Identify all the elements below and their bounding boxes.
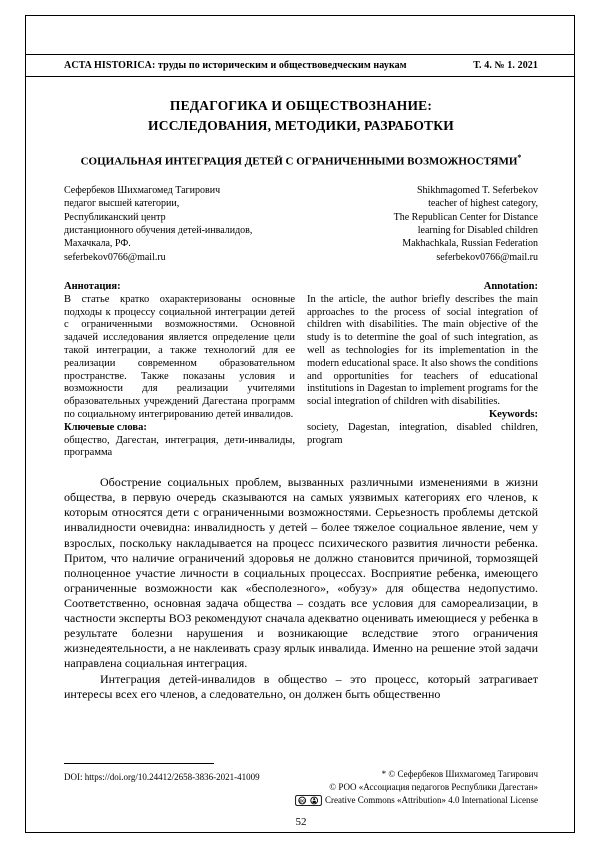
article-title-text: СОЦИАЛЬНАЯ ИНТЕГРАЦИЯ ДЕТЕЙ С ОГРАНИЧЕННЫМИ ВОЗМОЖНОСТЯМИ (80, 155, 518, 168)
section-title-line1: ПЕДАГОГИКА И ОБЩЕСТВОЗНАНИЕ: (169, 98, 433, 113)
page-number: 52 (295, 816, 307, 828)
keywords-label-ru: Ключевые слова: (64, 421, 147, 433)
author-location-en: Makhachkala, Russian Federation (402, 238, 538, 250)
doi-link[interactable]: DOI: https://doi.org/10.24412/2658-3836-2021-41009 (64, 771, 260, 782)
footnote-separator (64, 763, 214, 764)
author-affiliation-ru-line2: дистанционного обучения детей-инвалидов, (64, 225, 253, 237)
authors-block (64, 184, 538, 264)
author-affiliation-ru-line1: Республиканский центр (64, 211, 166, 223)
creative-commons-icon (295, 795, 322, 806)
author-affiliation-en-line2: learning for Disabled children (417, 225, 538, 237)
journal-issue: Т. 4. № 1. 2021 (473, 60, 538, 71)
copyright-author: * © Сефербеков Шихмагомед Тагирович (381, 768, 538, 779)
author-position-en: teacher of highest category, (428, 198, 538, 210)
abstract-label-ru: Аннотация: (64, 280, 121, 292)
journal-name: ACTA HISTORICA: труды по историческим и обществоведческим наукам (64, 60, 407, 71)
article-body (64, 475, 538, 702)
article-title (64, 152, 538, 170)
page-content (26, 77, 574, 832)
author-info-ru (64, 184, 252, 264)
author-email-ru[interactable]: seferbekov0766@mail.ru (64, 251, 166, 263)
page-border-frame (25, 15, 575, 833)
author-info-en (394, 184, 538, 264)
svg-text:cc: cc (299, 798, 306, 805)
page-footer (64, 763, 538, 832)
author-affiliation-en-line1: The Republican Center for Distance (393, 211, 538, 223)
keywords-ru: общество, Дагестан, интеграция, дети-инвалиды, программа (64, 434, 295, 459)
license-line (295, 794, 538, 807)
copyright-association: © РОО «Ассоциация педагогов Республики Дагестан» (329, 781, 538, 792)
author-position-ru: педагог высшей категории, (64, 198, 180, 210)
author-email-en[interactable]: seferbekov0766@mail.ru (436, 251, 538, 263)
footer-row (64, 768, 538, 810)
keywords-label-en: Keywords: (489, 408, 538, 420)
abstract-text-en: In the article, the author briefly describes the main approaches to the process of social integration of children with disabilities. The main objective of the study is to determine the goal of such integration, as well as technologies for its implementation in the modern educational space. It also shows the conditions and opportunities for teachers of educational institutions in Dagestan to implement programs for the social integration of children with disabilities. (307, 293, 538, 408)
abstract-block (64, 281, 538, 460)
journal-header (26, 54, 574, 77)
section-title-line2: ИССЛЕДОВАНИЯ, МЕТОДИКИ, РАЗРАБОТКИ (148, 117, 454, 133)
body-paragraph-1: Обострение социальных проблем, вызванных различными изменениями в жизни общества, в первую очередь сказываются на самых уязвимых категориях его членов, к которым относятся дети с ограниченными возможностями. Серьезность проблемы детской инвалидности очевидна: инвалидность у детей – более тяжелое социальное явление, чем у взрослых, поскольку накладывается на процесс психического развития личности ребенка. Притом, что наличие ограничений здоровья не должно становится причиной, тормозящей полноценное участие личности в социальных процессах. Восприятие ребенка, имеющего ограниченные возможности как «бесполезного», «обузу» для общества недопустимо. Соответственно, основная задача общества – создать все условия для самореализации, в частности эксперты ВОЗ рекомендуют сначала адекватно оценивать имеющиеся у ребенка в результате болезни нарушения и возникающие вследствие этого ограничения жизнедеятельности, а не наклеивать сразу ярлык инвалида. Именно на решение этой задачи направлена социальная интеграция. (64, 475, 538, 671)
author-name-ru: Сефербеков Шихмагомед Тагирович (64, 185, 221, 197)
abstract-label-en: Annotation: (483, 280, 538, 292)
section-title (64, 96, 538, 135)
keywords-en: society, Dagestan, integration, disabled children, program (307, 421, 538, 446)
author-location-ru: Махачкала, РФ. (64, 238, 131, 250)
abstract-en (307, 281, 538, 460)
body-paragraph-2: Интеграция детей-инвалидов в общество – это процесс, который затрагивает интересы всех его членов, а следовательно, он должен быть общественно (64, 671, 538, 701)
copyright-notes (295, 768, 538, 810)
abstract-text-ru: В статье кратко охарактеризованы основные подходы к процессу социальной интеграции детей с ограниченными возможностями. Основной задачей исследования является определение цели такой интеграции, а также технологий для ее реализации современном образовательном пространстве. Также показаны условия и возможности для реализации учителями образовательных учреждений Дагестана программ по социальному интегрированию детей инвалидов. (64, 293, 295, 420)
abstract-ru (64, 281, 295, 460)
article-title-footnote-mark: * (517, 153, 522, 163)
license-text: Creative Commons «Attribution» 4.0 International License (325, 794, 538, 805)
author-name-en: Shikhmagomed T. Seferbekov (417, 185, 538, 197)
